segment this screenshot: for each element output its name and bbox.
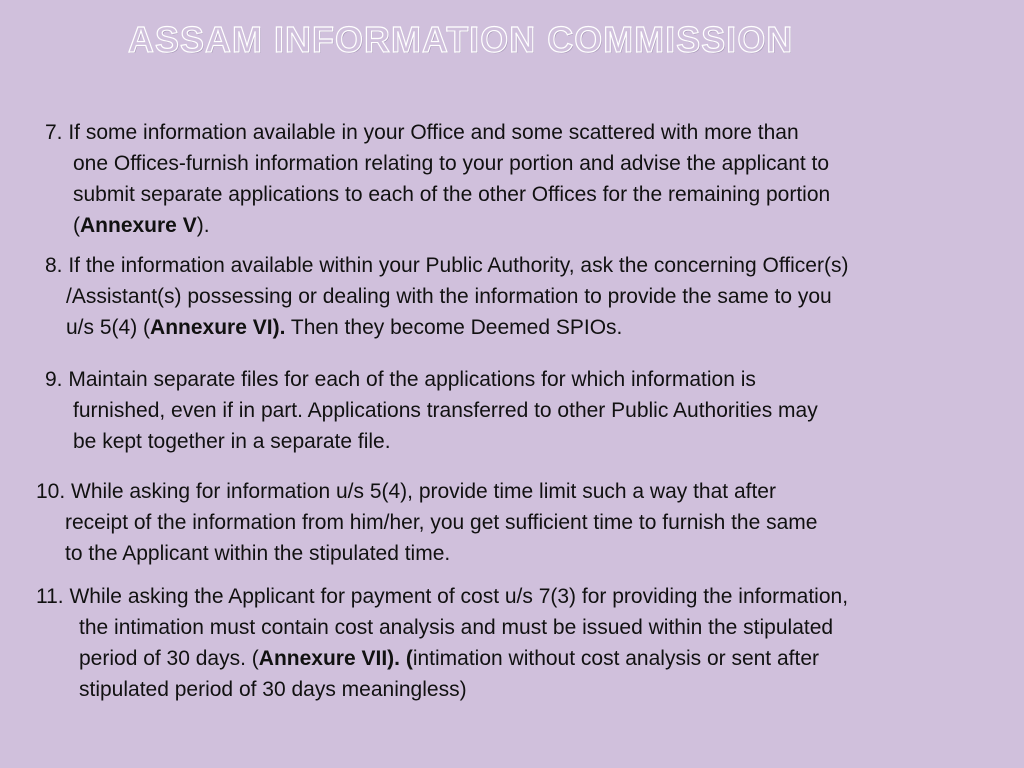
item-7-tail-close: ). <box>196 214 210 237</box>
item-7-line-1: 7. If some information available in your Office and some scattered with more than <box>45 121 799 144</box>
item-11-line-2: the intimation must contain cost analysis and must be issued within the stipulated <box>79 616 834 639</box>
annexure-v-ref: Annexure V <box>80 214 197 237</box>
list-item-8 <box>45 250 848 343</box>
item-11-line-4: stipulated period of 30 days meaningless) <box>79 678 467 701</box>
list-item-7 <box>45 117 831 241</box>
annexure-vi-ref: Annexure VI <box>150 316 273 339</box>
item-7-line-2: one Offices-furnish information relating to your portion and advise the applicant to <box>73 152 830 175</box>
list-item-10 <box>36 476 818 569</box>
annexure-vii-ref: Annexure VII <box>258 647 388 670</box>
item-11-line-3 <box>79 643 891 674</box>
list-item-11 <box>36 581 848 705</box>
item-10-line-2: receipt of the information from him/her, you get sufficient time to furnish the same <box>65 511 818 534</box>
item-8-tail-open: u/s 5(4) ( <box>66 316 151 339</box>
item-8-line-2: /Assistant(s) possessing or dealing with the information to provide the same to you <box>66 285 832 308</box>
item-8-tail-mid: ). <box>272 316 286 339</box>
item-11-line-1: 11. While asking the Applicant for payment of cost u/s 7(3) for providing the information, <box>36 585 849 608</box>
item-8-tail-close: Then they become Deemed SPIOs. <box>285 316 623 339</box>
item-11-l3-close: intimation without cost analysis or sent after <box>412 647 820 670</box>
item-9-line-3: be kept together in a separate file. <box>73 430 391 453</box>
item-8-line-3 <box>66 312 869 343</box>
item-10-line-3: to the Applicant within the stipulated time. <box>65 542 451 565</box>
item-11-l3-bold2: ). ( <box>387 647 413 670</box>
slide-title: ASSAM INFORMATION COMMISSION <box>128 19 794 60</box>
item-7-tail-open: ( <box>73 214 80 237</box>
list-item-9 <box>45 364 818 457</box>
item-11-l3-open: period of 30 days. ( <box>79 647 259 670</box>
item-9-line-1: 9. Maintain separate files for each of the applications for which information is <box>45 368 756 391</box>
item-7-line-4 <box>73 210 830 241</box>
item-7-line-3: submit separate applications to each of the other Offices for the remaining portion <box>73 183 831 206</box>
item-9-line-2: furnished, even if in part. Applications transferred to other Public Authorities may <box>73 399 818 422</box>
item-8-line-1: 8. If the information available within your Public Authority, ask the concerning Officer(s) <box>45 254 849 277</box>
item-10-line-1: 10. While asking for information u/s 5(4), provide time limit such a way that after <box>36 480 776 503</box>
